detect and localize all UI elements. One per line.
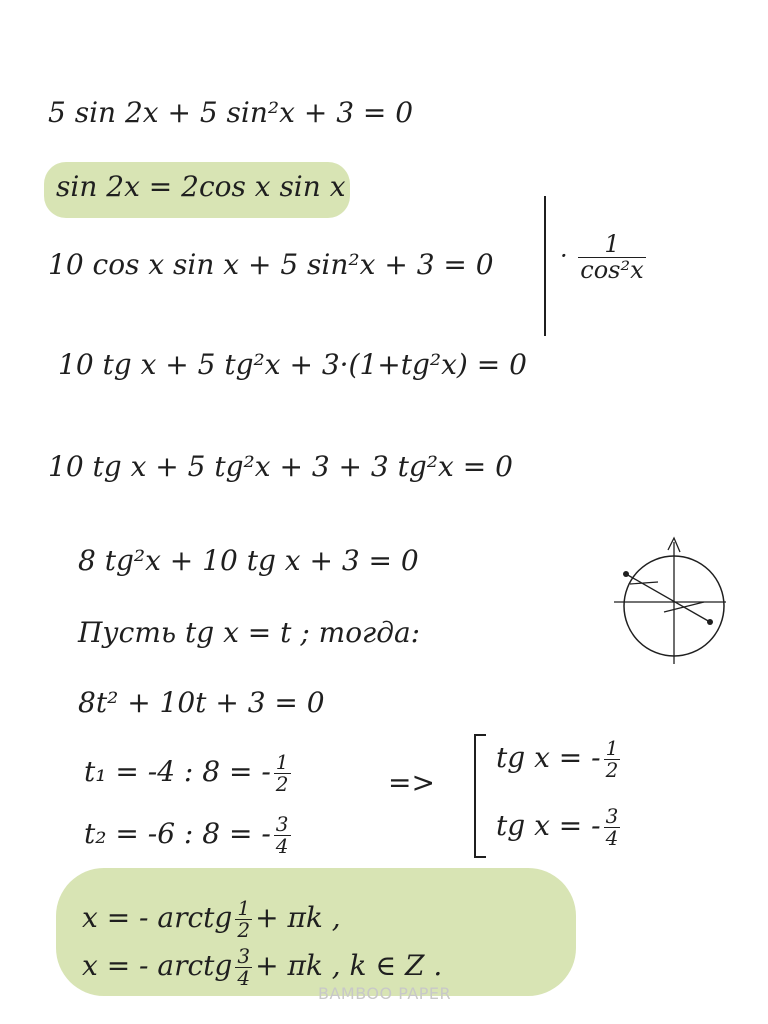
root-t2-numerator: 3 — [275, 812, 289, 836]
division-denominator: cos²x — [580, 256, 644, 285]
system-equation-1-numerator: 1 — [605, 736, 619, 760]
system-equation-2-text: tg x = - — [496, 809, 601, 842]
answer-1-numerator: 1 — [237, 896, 251, 920]
equation-tangent-substituted: 10 tg x + 5 tg²x + 3·(1+tg²x) = 0 — [58, 348, 527, 381]
answer-1 — [82, 898, 341, 941]
system-equation-1-denominator: 2 — [605, 758, 619, 782]
system-equation-2-denominator: 4 — [605, 826, 619, 850]
root-t1-denominator: 2 — [275, 772, 289, 796]
point-lower-right — [707, 619, 713, 625]
answer-1-denominator: 2 — [237, 918, 251, 942]
implies-arrow: => — [388, 766, 435, 799]
division-bar — [544, 196, 546, 336]
division-numerator: 1 — [578, 232, 645, 258]
answer-2-left: x = - arctg — [82, 949, 233, 982]
equation-tangent-expanded: 10 tg x + 5 tg²x + 3 + 3 tg²x = 0 — [48, 450, 513, 483]
system-equation-2-numerator: 3 — [605, 804, 619, 828]
system-equation-1-text: tg x = - — [496, 741, 601, 774]
point-upper-left — [623, 571, 629, 577]
equation-quadratic-tangent: 8 tg²x + 10 tg x + 3 = 0 — [78, 544, 419, 577]
watermark: BAMBOO PAPER — [318, 984, 452, 1003]
diameter-line — [626, 574, 710, 622]
equation-expanded: 10 cos x sin x + 5 sin²x + 3 = 0 — [48, 248, 494, 281]
root-t1 — [84, 752, 294, 795]
dot-sign: · — [560, 242, 568, 271]
equation-original: 5 sin 2x + 5 sin²x + 3 = 0 — [48, 96, 414, 129]
tangent-mark-2 — [664, 602, 704, 612]
answer-2-denominator: 4 — [237, 966, 251, 990]
equation-quadratic-t: 8t² + 10t + 3 = 0 — [78, 686, 325, 719]
root-t1-text: t₁ = -4 : 8 = - — [84, 755, 271, 788]
system-equation-1 — [496, 738, 623, 781]
system-equation-2 — [496, 806, 623, 849]
equation-double-angle-identity: sin 2x = 2cos x sin x — [56, 170, 346, 203]
answer-2-numerator: 3 — [237, 944, 251, 968]
answer-1-right: + πk , — [255, 901, 341, 934]
answer-2-right: + πk , k ∈ Z . — [255, 949, 443, 982]
answer-1-left: x = - arctg — [82, 901, 233, 934]
root-t2 — [84, 814, 294, 857]
system-bracket — [474, 734, 486, 858]
unit-circle-sketch — [606, 530, 746, 670]
substitution-statement: Пусть tg x = t ; тогда: — [78, 616, 421, 649]
division-factor — [560, 232, 649, 283]
answer-2 — [82, 946, 442, 989]
root-t2-denominator: 4 — [275, 834, 289, 858]
root-t2-text: t₂ = -6 : 8 = - — [84, 817, 271, 850]
root-t1-numerator: 1 — [275, 750, 289, 774]
